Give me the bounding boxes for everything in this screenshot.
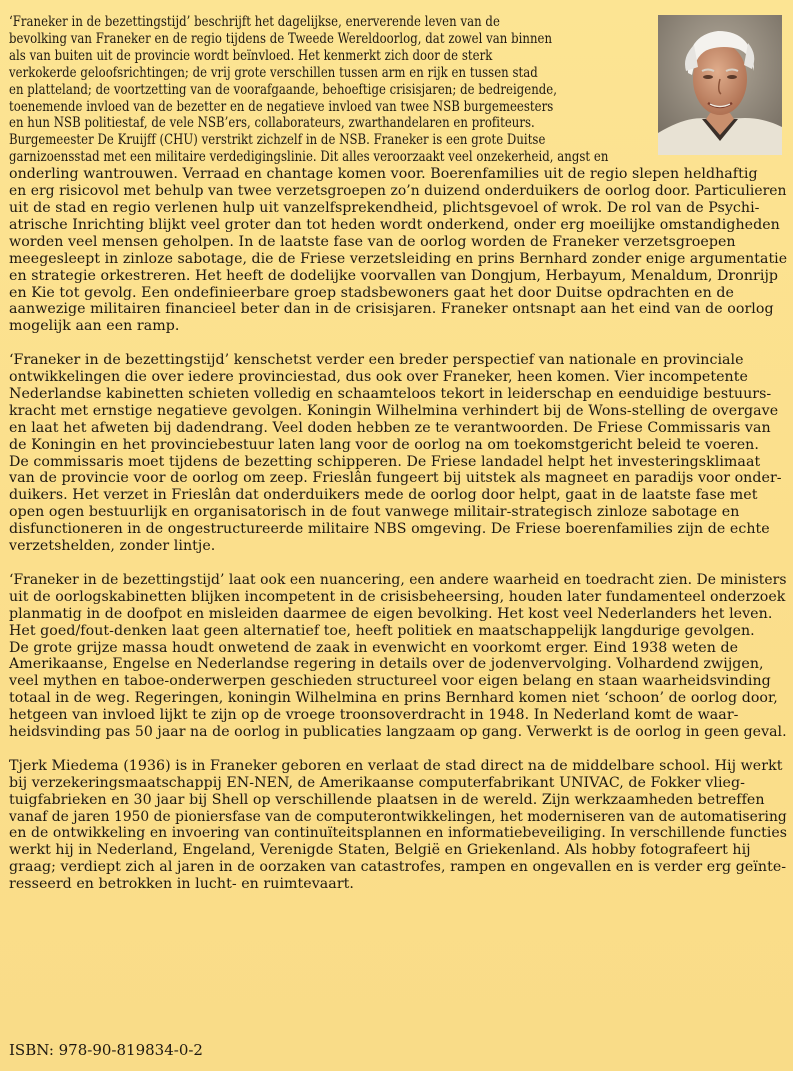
text-line: kracht met ernstige negatieve gevolgen. Koningin Wilhelmina verhindert bij de Wons-stelling de overgave <box>9 402 779 419</box>
text-line: Nederlandse kabinetten schieten volledig en schaamteloos tekort in leiderschap en eenduidige bestuurs- <box>9 385 772 402</box>
text-line: resseerd en betrokken in lucht- en ruimtevaart. <box>9 876 354 893</box>
text-line: duikers. Het verzet in Frieslân dat onderduikers mede de oorlog door helpt, gaat in de laatste fase met <box>9 487 758 504</box>
text-line: De commissaris moet tijdens de bezetting schipperen. De Friese landadel helpt het investeringsklimaat <box>9 453 761 470</box>
text-line: ‘Franeker in de bezettingstijd’ beschrijft het dagelijkse, enerverende leven van de <box>9 14 500 30</box>
text-line: als van buiten uit de provincie wordt beïnvloed. Het kenmerkt zich door de sterk <box>9 47 493 64</box>
text-line: en Kie tot gevolg. Een ondefinieerbare groep stadsbewoners gaat het door Duitse opdrachten en de <box>9 284 734 301</box>
text-line: totaal in de weg. Regeringen, koningin Wilhelmina en prins Bernhard komen niet ‘schoon’ de oorlog door, <box>9 690 778 707</box>
text-line: en platteland; de voortzetting van de voorafgaande, behoeftige crisisjaren; de bedreigende, <box>9 81 558 98</box>
text-line: bij verzekeringsmaatschappij EN-NEN, de Amerikaanse computerfabrikant UNIVAC, de Fokker vlieg- <box>9 774 745 791</box>
paragraph-perspective <box>9 352 787 555</box>
text-line: verkokerde geloofsrichtingen; de vrij grote verschillen tussen arm en rijk en tussen stad <box>9 64 538 81</box>
text-line: Burgemeester De Kruijff (CHU) verstrikt zichzelf in de NSB. Franeker is een grote Duitse <box>9 132 546 149</box>
text-line: graag; verdiept zich al jaren in de oorzaken van catastrofes, rampen en ongevallen en is verder erg geïnte- <box>9 859 787 876</box>
text-line: verzetshelden, zonder lintje. <box>9 538 216 555</box>
text-line: mogelijk aan een ramp. <box>9 318 180 335</box>
text-line: heidsvinding pas 50 jaar na de oorlog in publicaties langzaam op gang. Verwerkt is de oorlog in geen geval. <box>9 724 787 741</box>
text-line: vanaf de jaren 1950 de pioniersfase van de computerontwikkelingen, het moderniseren van de automatisering <box>9 808 787 825</box>
text-line: ontwikkelingen die over iedere provinciestad, dus ook over Franeker, heen komen. Vier incompetente <box>9 369 748 386</box>
text-line: onderling wantrouwen. Verraad en chantage komen voor. Boerenfamilies uit de regio slepen heldhaftig <box>9 166 758 183</box>
text-line: veel mythen en taboe-onderwerpen geschieden structureel voor eigen belang en staan waarheidsvinding <box>9 673 771 690</box>
text-line: uit de oorlogskabinetten blijken incompetent in de crisisbeheersing, houden later fundamenteel onderzoek <box>9 588 786 605</box>
text-line: en de ontwikkeling en invoering van continuïteitsplannen en informatiebeveiliging. In verschillende functies <box>9 825 787 842</box>
text-line: ‘Franeker in de bezettingstijd’ laat ook een nuancering, een andere waarheid en toedracht zien. De ministers <box>9 571 787 588</box>
text-line: tuigfabrieken en 30 jaar bij Shell op verschillende plaatsen in de wereld. Zijn werkzaamheden betreffen <box>9 791 765 808</box>
text-line: werkt hij in Nederland, Engeland, Verenigde Staten, België en Griekenland. Als hobby fotografeert hij <box>9 842 751 859</box>
text-line: bevolking van Franeker en de regio tijdens de Tweede Wereldoorlog, dat zowel van binnen <box>9 30 553 47</box>
text-line: van de provincie voor de oorlog om zeep. Frieslân fungeert bij uitstek als magneet en paradijs voor onder- <box>9 470 782 487</box>
text-line: ‘Franeker in de bezettingstijd’ kenschetst verder een breder perspectief van nationale en provinciale <box>9 352 744 369</box>
text-line: en strategie orkestreren. Het heeft de dodelijke voorvallen van Dongjum, Herbayum, Menaldum, Dronrijp <box>9 267 779 284</box>
paragraph-summary <box>9 14 787 335</box>
back-cover-text <box>9 14 787 893</box>
text-line: Het goed/fout-denken laat geen alternatief toe, heeft politiek en maatschappelijk langdurige gevolgen. <box>9 622 755 639</box>
text-line: meegesleept in zinloze sabotage, die de Friese verzetsleiding en prins Bernhard zonder enige argumentatie <box>9 250 788 267</box>
text-line: de Koningin en het provinciebestuur laten lang voor de oorlog na om toekomstgericht beleid te voeren. <box>9 436 759 453</box>
text-line: Tjerk Miedema (1936) is in Franeker geboren en verlaat de stad direct na de middelbare school. Hij werkt <box>9 757 783 774</box>
text-line: garnizoensstad met een militaire verdedigingslinie. Dit alles veroorzaakt veel onzekerheid, angst en <box>9 149 609 166</box>
text-line: en hun NSB politiestaf, de vele NSB’ers, collaborateurs, zwarthandelaren en profiteurs. <box>9 115 535 132</box>
text-line: De grote grijze massa houdt onwetend de zaak in evenwicht en voorkomt erger. Eind 1938 weten de <box>9 639 739 656</box>
text-line: Amerikaanse, Engelse en Nederlandse regering in details over de jodenvervolging. Volhardend zwijgen, <box>9 656 764 673</box>
text-line: en laat het afweten bij dadendrang. Veel doden hebben ze te verantwoorden. De Friese Commissaris van <box>9 419 771 436</box>
text-line: open ogen bestuurlijk en organisatorisch in de fout vanwege militair-strategisch zinloze sabotage en <box>9 504 740 521</box>
text-line: worden veel mensen geholpen. In de laatste fase van de oorlog worden de Franeker verzetsgroepen <box>9 233 736 250</box>
text-line: en erg risicovol met behulp van twee verzetsgroepen zo’n duizend onderduikers de oorlog door. Particulieren <box>9 183 787 200</box>
text-line: hetgeen van invloed lijkt te zijn op de vroege troonsoverdracht in 1948. In Nederland komt de waar- <box>9 707 739 724</box>
paragraph-author-bio <box>9 758 787 893</box>
text-line: atrische Inrichting blijkt veel groter dan tot heden wordt onderkend, onder erg moeilijke omstandigheden <box>9 216 780 233</box>
text-line: aanwezige militairen financieel beter dan in de crisisjaren. Franeker ontsnapt aan het eind van de oorlog <box>9 301 774 318</box>
isbn-number: ISBN: 978-90-819834-0-2 <box>9 1041 203 1059</box>
text-line: disfunctioneren in de ongestructureerde militaire NBS omgeving. De Friese boerenfamilies zijn de echte <box>9 521 770 538</box>
text-line: uit de stad en regio verlenen hulp uit vanzelfsprekendheid, plichtsgevoel of wrok. De rol van de Psychi- <box>9 199 760 216</box>
paragraph-nuance <box>9 572 787 741</box>
text-line: toenemende invloed van de bezetter en de negatieve invloed van twee NSB burgemeesters <box>9 98 554 115</box>
text-line: planmatig in de doofpot en misleiden daarmee de eigen bevolking. Het kost veel Nederlanders het leven. <box>9 605 773 622</box>
